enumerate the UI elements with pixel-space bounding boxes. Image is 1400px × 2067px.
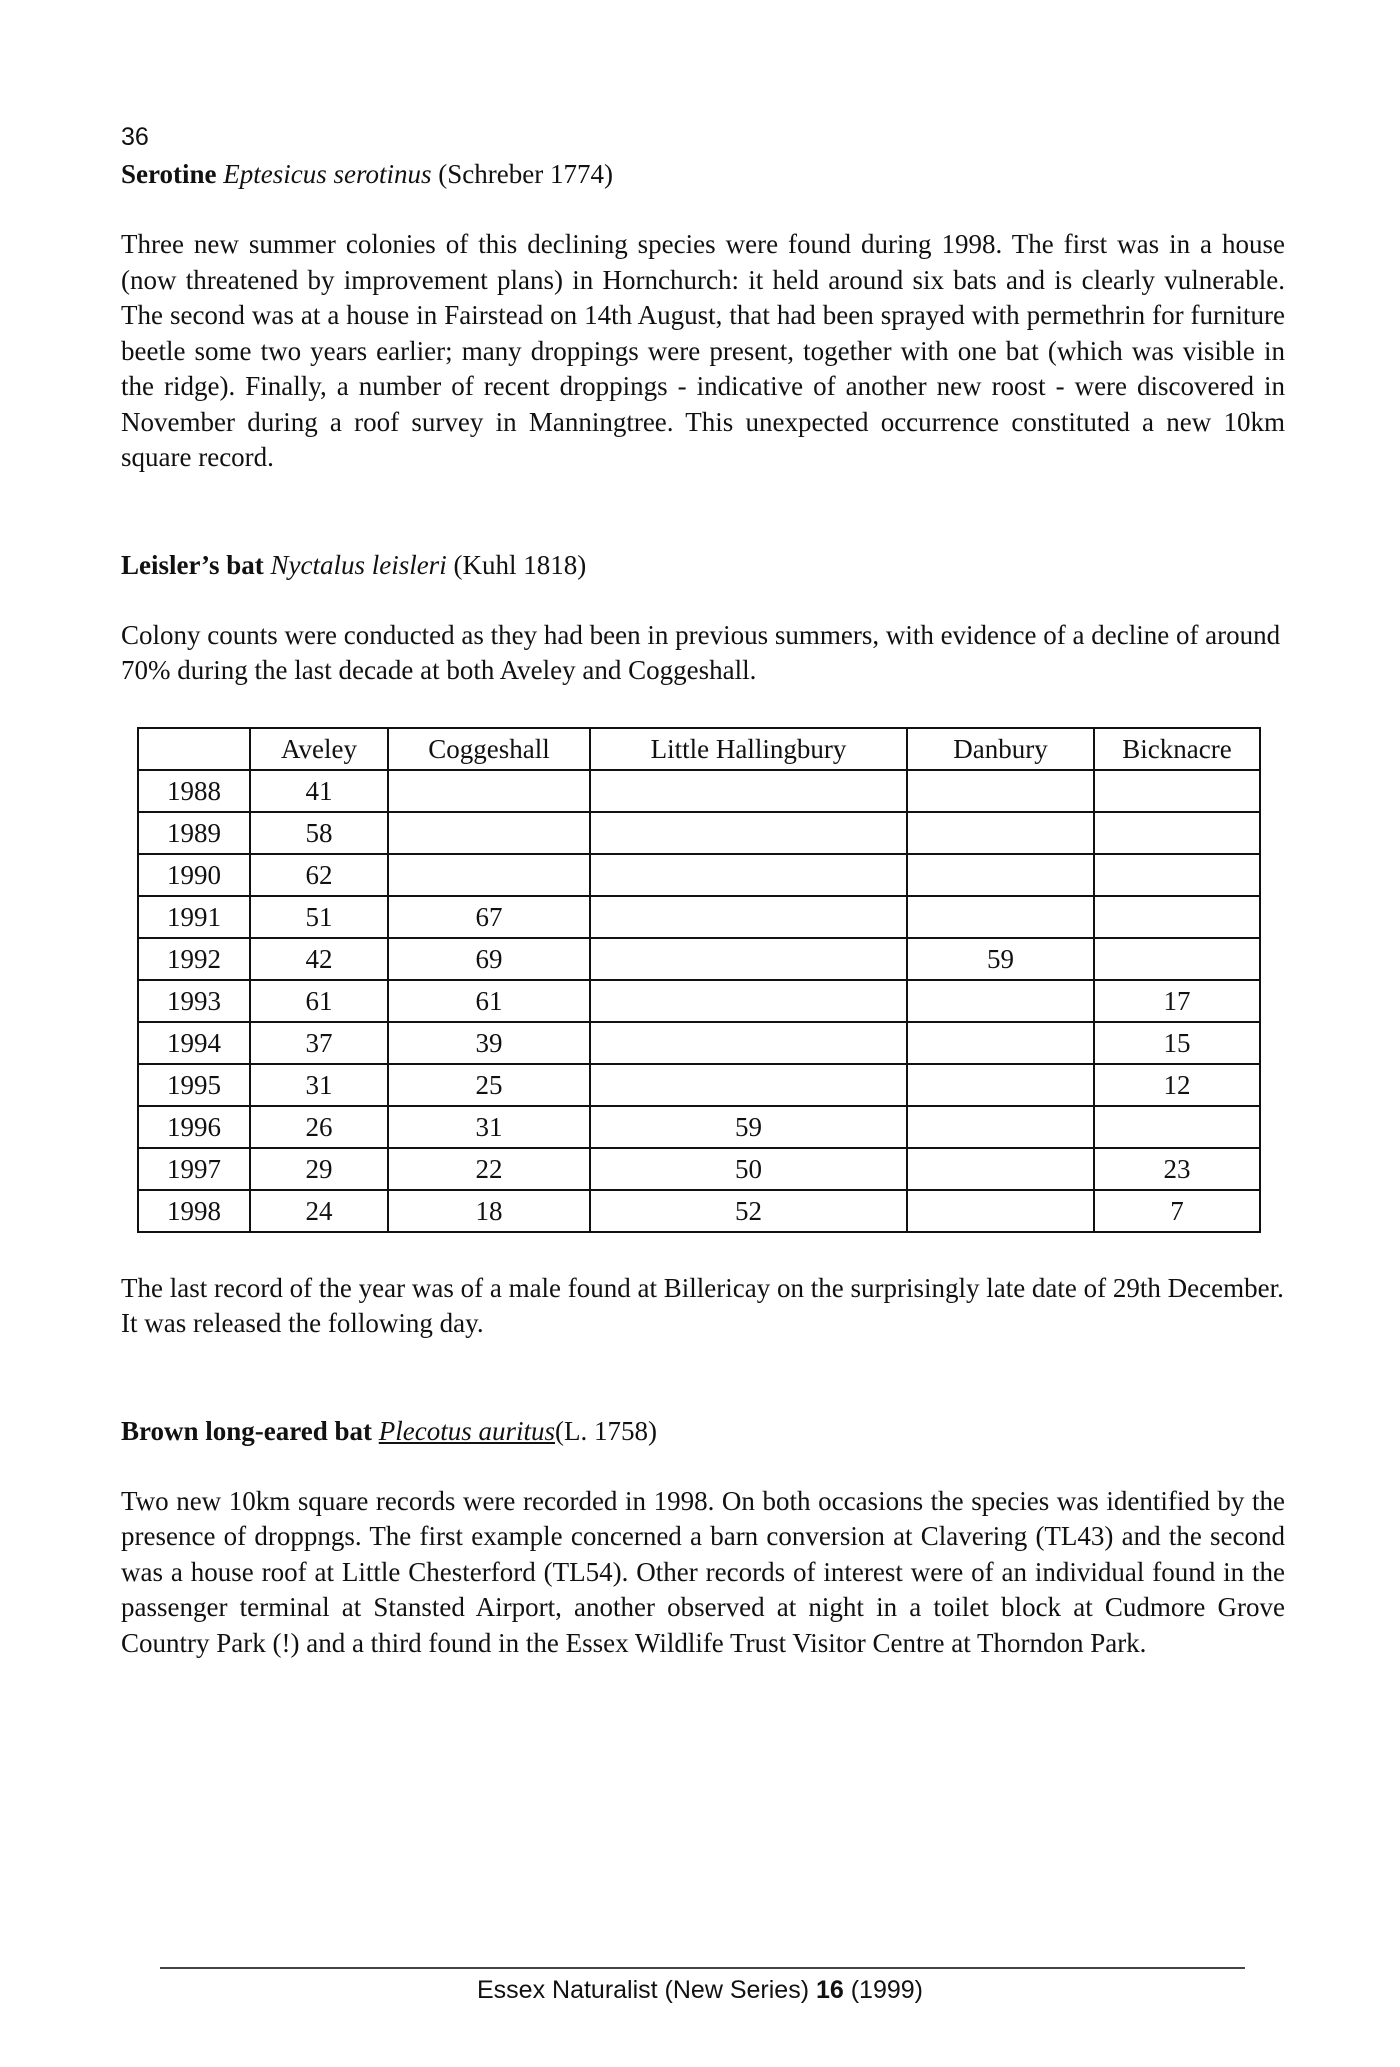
table-year-cell: 1995 [138,1064,250,1106]
table-year-cell: 1994 [138,1022,250,1064]
table-row [138,938,1260,980]
table-count-cell [590,938,907,980]
brown-long-eared-authority: (L. 1758) [555,1415,657,1446]
brown-long-eared-paragraph: Two new 10km square records were recorded in 1998. On both occasions the species was identified by the presence of droppngs. The first example concerned a barn conversion at Clavering (TL43) and the second was a house roof at Little Chesterford (TL54). Other records of interest were of an individual found in the passenger terminal at Stansted Airport, another observed at night in a toilet block at Cudmore Grove Country Park (!) and a third found in the Essex Wildlife Trust Visitor Centre at Thorndon Park. [121,1485,1285,1658]
table-row [138,854,1260,896]
table-count-cell: 31 [250,1064,388,1106]
table-year-cell: 1996 [138,1106,250,1148]
page-number: 36 [121,123,149,151]
table-row [138,1106,1260,1148]
table-count-cell [907,980,1094,1022]
table-count-cell: 52 [590,1190,907,1232]
table-year-cell: 1997 [138,1148,250,1190]
table-row [138,1022,1260,1064]
footer-journal: Essex Naturalist (New Series) [476,1976,810,2004]
table-row [138,770,1260,812]
table-count-cell: 18 [388,1190,590,1232]
serotine-common-name: Serotine [121,159,217,189]
table-count-cell [907,770,1094,812]
table-count-cell: 37 [250,1022,388,1064]
table-header-cell: Little Hallingbury [590,728,907,770]
table-count-cell [1094,770,1260,812]
table-count-cell: 39 [388,1022,590,1064]
table-count-cell: 58 [250,812,388,854]
table-count-cell [388,812,590,854]
table-count-cell [388,770,590,812]
table-count-cell [590,1064,907,1106]
brown-long-eared-latin-name: Plecotus auritus [378,1415,556,1446]
table-count-cell [590,812,907,854]
footer-year: (1999) [850,1976,923,2004]
leisler-heading [121,548,1285,582]
table-year-cell: 1998 [138,1190,250,1232]
table-count-cell [907,1148,1094,1190]
table-count-cell: 69 [388,938,590,980]
colony-counts-table [137,727,1261,1233]
table-row [138,980,1260,1022]
table-body [138,770,1260,1232]
table-header-cell: Coggeshall [388,728,590,770]
table-count-cell: 50 [590,1148,907,1190]
table-count-cell [907,1022,1094,1064]
table-count-cell [907,1064,1094,1106]
leisler-authority: (Kuhl 1818) [453,549,587,580]
table-count-cell [590,854,907,896]
table-count-cell: 42 [250,938,388,980]
footer [0,1975,1400,2005]
table-year-cell: 1988 [138,770,250,812]
table-year-cell: 1991 [138,896,250,938]
table-count-cell: 61 [388,980,590,1022]
leisler-paragraph-2: The last record of the year was of a male found at Billericay on the surprisingly late date of 29th December. It was released the following day. [121,1272,1284,1338]
table-year-cell: 1993 [138,980,250,1022]
table-year-cell: 1990 [138,854,250,896]
page-content [121,157,1285,1661]
serotine-latin-name: Eptesicus serotinus [223,159,432,189]
table-count-cell: 25 [388,1064,590,1106]
leisler-latin-name: Nyctalus leisleri [270,549,447,580]
table-count-cell [1094,1106,1260,1148]
table-count-cell [590,896,907,938]
serotine-paragraph: Three new summer colonies of this declining species were found during 1998. The first was in a house (now threatened by improvement plans) in Hornchurch: it held around six bats and is clearly vulnerable. The second was at a house in Fairstead on 14th August, that had been sprayed with permethrin for furniture beetle some two years earlier; many droppings were present, together with one bat (which was visible in the ridge). Finally, a number of recent droppings - indicative of another new roost - were discovered in November during a roof survey in Manningtree. This unexpected occurrence constituted a new 10km square record. [121,229,1285,472]
table-count-cell [1094,854,1260,896]
table-year-cell: 1992 [138,938,250,980]
table-header-cell [138,728,250,770]
table-count-cell [907,812,1094,854]
brown-long-eared-common-name: Brown long-eared bat [121,1415,373,1446]
leisler-paragraph-1: Colony counts were conducted as they had been in previous summers, with evidence of a decline of around 70% during the last decade at both Aveley and Coggeshall. [121,619,1281,685]
table-count-cell [590,1022,907,1064]
table-count-cell: 62 [250,854,388,896]
table-count-cell: 15 [1094,1022,1260,1064]
table-count-cell: 61 [250,980,388,1022]
table-count-cell: 31 [388,1106,590,1148]
table-header-cell: Danbury [907,728,1094,770]
table-count-cell: 59 [590,1106,907,1148]
table-count-cell [1094,812,1260,854]
table-row [138,1190,1260,1232]
table-row [138,812,1260,854]
table-count-cell: 24 [250,1190,388,1232]
table-count-cell: 17 [1094,980,1260,1022]
table-count-cell: 29 [250,1148,388,1190]
table-count-cell: 22 [388,1148,590,1190]
table-count-cell: 59 [907,938,1094,980]
table-count-cell [1094,938,1260,980]
table-count-cell: 26 [250,1106,388,1148]
leisler-common-name: Leisler’s bat [121,549,264,580]
table-header-cell: Bicknacre [1094,728,1260,770]
brown-long-eared-heading [121,1414,1285,1448]
table-count-cell [590,770,907,812]
footer-volume: 16 [815,1976,844,2004]
table-count-cell [907,896,1094,938]
footer-rule [160,1967,1245,1969]
table-count-cell: 23 [1094,1148,1260,1190]
table-count-cell [388,854,590,896]
table-count-cell: 41 [250,770,388,812]
table-count-cell: 7 [1094,1190,1260,1232]
table-row [138,1148,1260,1190]
table-header-row [138,728,1260,770]
table-count-cell: 12 [1094,1064,1260,1106]
table-count-cell: 67 [388,896,590,938]
serotine-authority: (Schreber 1774) [438,159,613,189]
table-row [138,896,1260,938]
table-row [138,1064,1260,1106]
table-count-cell: 51 [250,896,388,938]
table-count-cell [590,980,907,1022]
table-year-cell: 1989 [138,812,250,854]
table-count-cell [907,1106,1094,1148]
table-header-cell: Aveley [250,728,388,770]
table-count-cell [1094,896,1260,938]
table-count-cell [907,1190,1094,1232]
serotine-heading [121,157,1285,191]
table-count-cell [907,854,1094,896]
